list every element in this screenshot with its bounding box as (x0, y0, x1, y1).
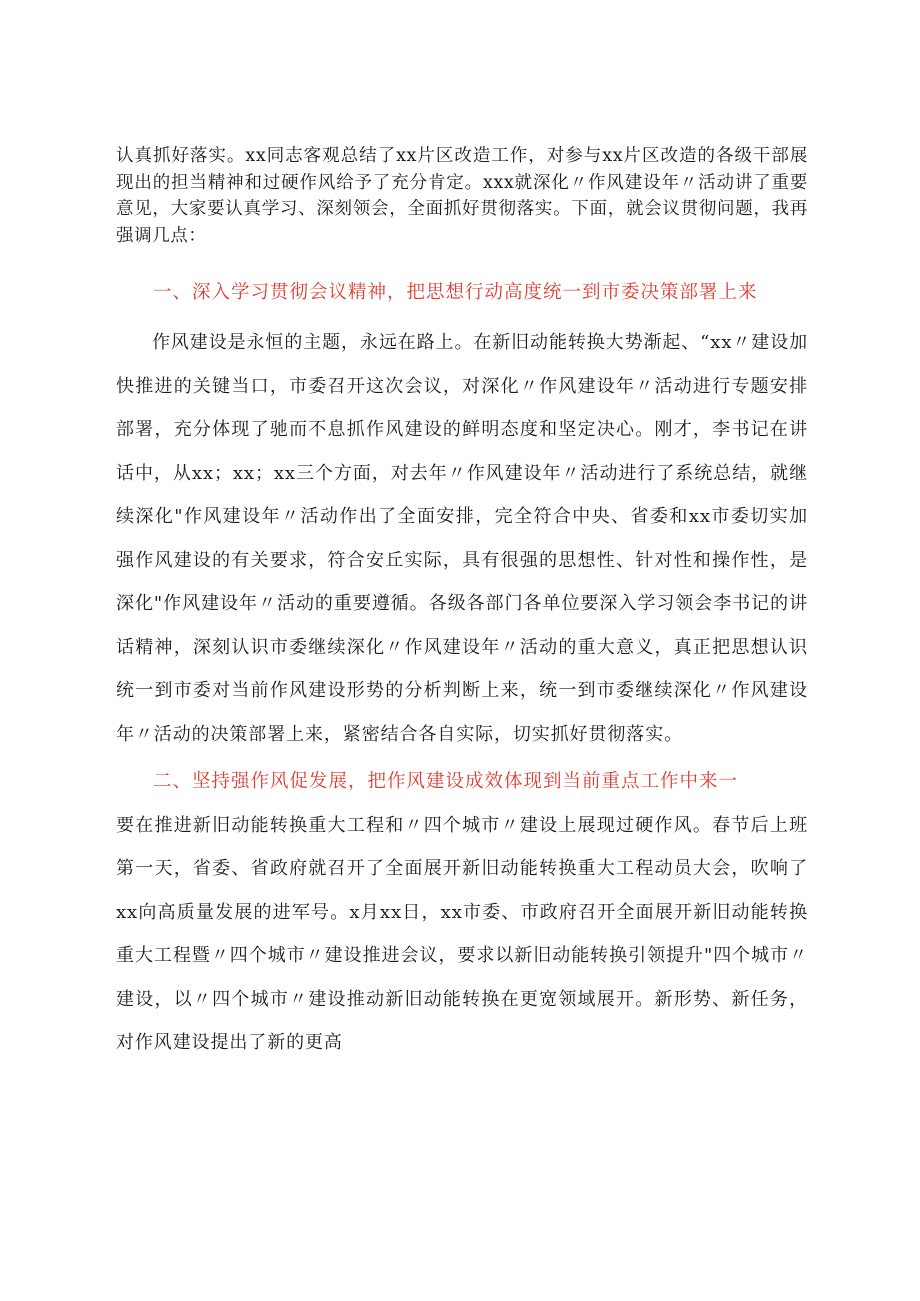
section2-body: 要在推进新旧动能转换重大工程和〃四个城市〃建设上展现过硬作风。春节后上班第一天，省委、省政府就召开了全面展开新旧动能转换重大工程动员大会，吹响了xx向高质量发展的进军号。x月xx日，xx市委、市政府召开全面展开新旧动能转换重大工程暨〃四个城市〃建设推进会议，要求以新旧动能转换引领提升"四个城市〃建设，以〃四个城市〃建设推动新旧动能转换在更宽领域展开。新形势、新任务，对作风建设提出了新的更高 (116, 814, 808, 1053)
document-page (116, 143, 808, 1065)
intro-paragraph: 认真抓好落实。xx同志客观总结了xx片区改造工作，对参与xx片区改造的各级干部展现出的担当精神和过硬作风给予了充分肯定。xxx就深化〃作风建设年〃活动讲了重要意见，大家要认真学习、深刻领会，全面抓好贯彻落实。下面，就会议贯彻问题，我再强调几点： (116, 146, 808, 246)
section1-heading: 一、深入学习贯彻会议精神，把思想行动高度统一到市委决策部署上来 (153, 282, 758, 303)
section2-heading: 二、坚持强作风促发展，把作风建设成效体现到当前重点工作中来一 (153, 771, 739, 792)
section1-body: 作风建设是永恒的主题，永远在路上。在新旧动能转换大势渐起、“xx〃建设加快推进的关键当口，市委召开这次会议，对深化〃作风建设年〃活动进行专题安排部署，充分体现了驰而不息抓作风建设的鲜明态度和坚定决心。刚才，李书记在讲话中，从xx；xx；xx三个方面，对去年〃作风建设年〃活动进行了系统总结，就继续深化"作风建设年〃活动作出了全面安排，完全符合中央、省委和xx市委切实加强作风建设的有关要求，符合安丘实际，具有很强的思想性、针对性和操作性，是深化"作风建设年〃活动的重要遵循。各级各部门各单位要深入学习领会李书记的讲话精神，深刻认识市委继续深化〃作风建设年〃活动的重大意义，真正把思想认识统一到市委对当前作风建设形势的分析判断上来，统一到市委继续深化〃作风建设年〃活动的决策部署上来，紧密结合各自实际，切实抓好贯彻落实。 (116, 332, 808, 745)
